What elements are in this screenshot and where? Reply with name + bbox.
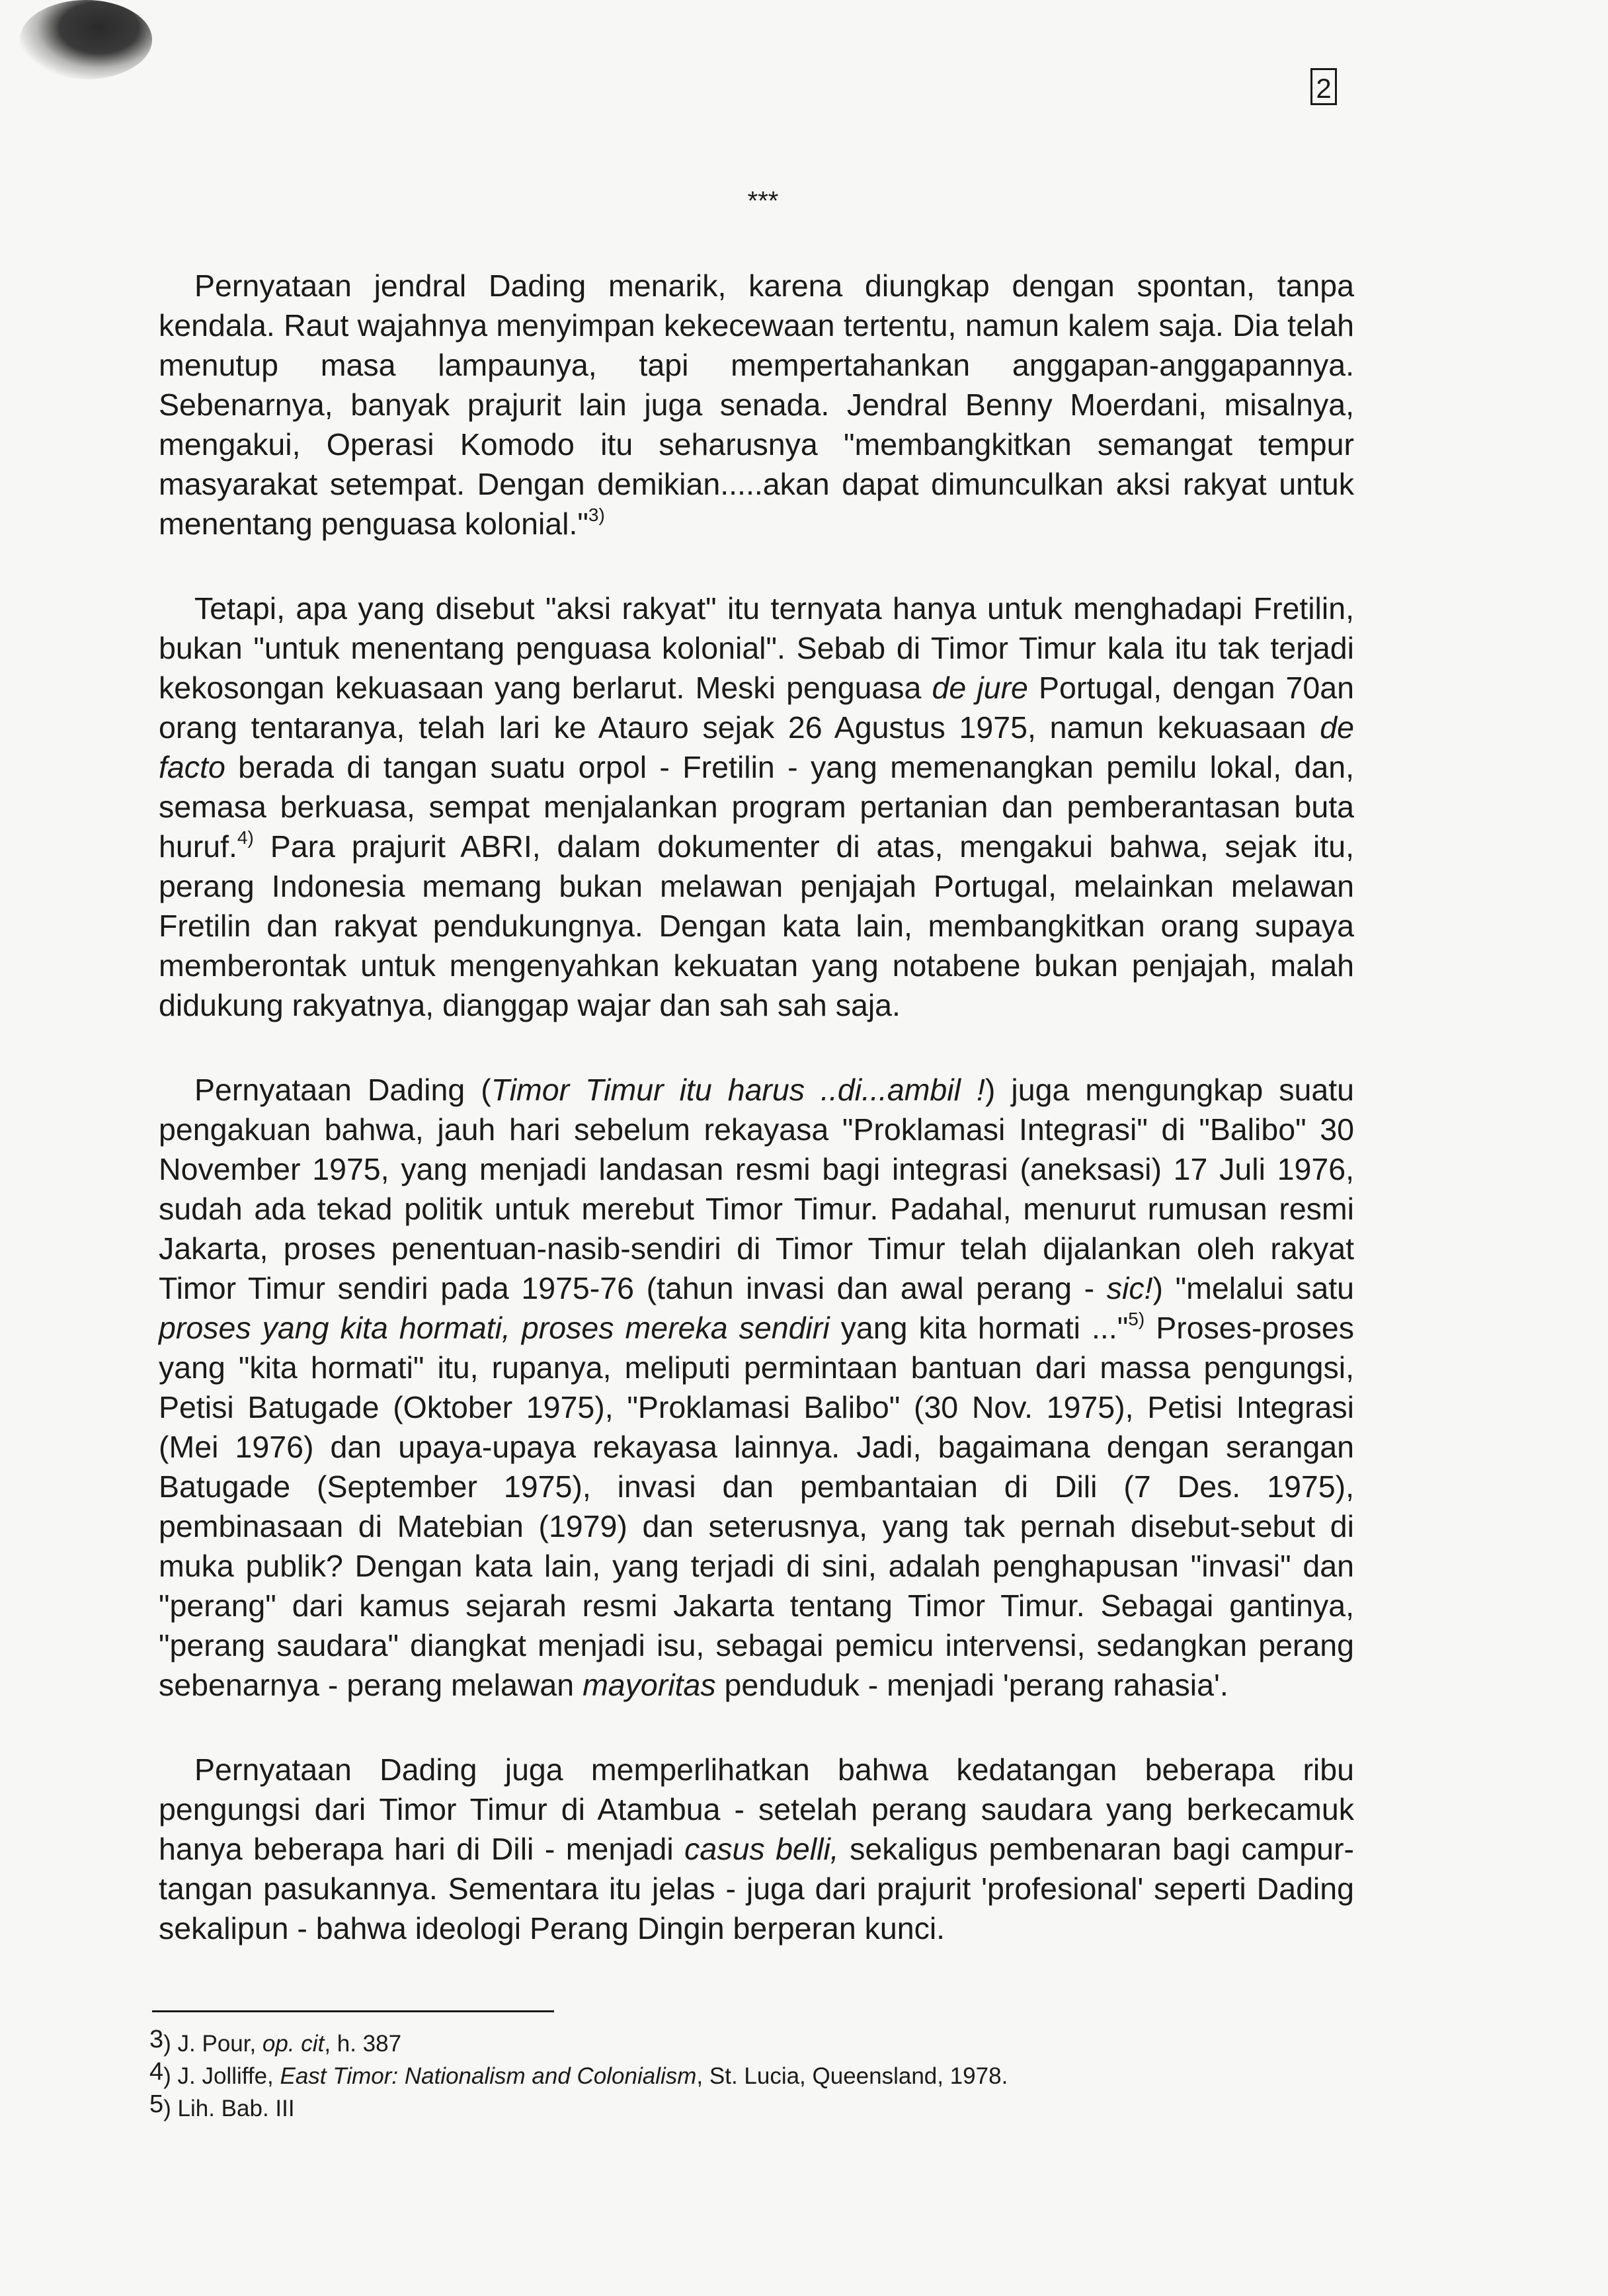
italic-text: mayoritas (583, 1668, 716, 1702)
text-segment: Proses-proses yang "kita hormati" itu, rupanya, meliputi permintaan bantuan dari massa pengungsi, Petisi Batugade (Oktober 1975), "Proklamasi Balibo" (30 Nov. 1975), Petisi Integrasi (Mei 1976) dan upaya-upaya rekayasa lainnya. Jadi, bagaimana dengan serangan Batugade (September 1975), invasi dan pembantaian di Dili (7 Des. 1975), pembinasaan di Matebian (1979) dan seterusnya, yang tak pernah disebut-sebut di muka publik? Dengan kata lain, yang terjadi di sini, adalah penghapusan "invasi" dan "perang" dari kamus sejarah resmi Jakarta tentang Timor Timur. Sebagai gantinya, "perang saudara" diangkat menjadi isu, sebagai pemicu intervensi, sedangkan perang sebenarnya - perang melawan (159, 1311, 1354, 1702)
section-separator: *** (747, 186, 779, 216)
footnote-number: 4 (149, 2058, 164, 2086)
italic-text: proses yang kita hormati, proses mereka sendiri (159, 1311, 830, 1345)
text-segment: Portugal, dengan 70an orang tentaranya, telah lari ke Atauro sejak 26 Agustus 1975, namun kekuasaan (159, 671, 1354, 745)
text-segment: , h. 387 (324, 2031, 402, 2057)
italic-text: Timor Timur itu harus ..di...ambil ! (491, 1073, 985, 1107)
text-segment: Para prajurit ABRI, dalam dokumenter di atas, mengakui bahwa, sejak itu, perang Indonesia memang bukan melawan penjajah Portugal, melainkan melawan Fretilin dan rakyat pendukungnya. Dengan kata lain, membangkitkan orang supaya memberontak untuk mengenyahkan kekuatan yang notabene bukan penjajah, malah didukung rakyatnya, dianggap wajar dan sah sah saja. (159, 829, 1354, 1022)
italic-text: de facto (159, 710, 1354, 784)
italic-text: op. cit (262, 2031, 325, 2057)
paragraph-1 (159, 266, 1354, 544)
text-segment: penduduk - menjadi 'perang rahasia'. (715, 1668, 1228, 1702)
text-segment: Pernyataan Dading ( (194, 1073, 491, 1107)
text-segment: Tetapi, apa yang disebut "aksi rakyat" itu ternyata hanya untuk menghadapi Fretilin, bukan "untuk menentang penguasa kolonial". Sebab di Timor Timur kala itu tak terjadi kekosongan kekuasaan yang berlarut. Meski penguasa (159, 591, 1354, 705)
footnote-divider (152, 2010, 554, 2012)
footnote-3 (149, 2090, 1353, 2123)
text-segment: berada di tangan suatu orpol - Fretilin - yang memenangkan pemilu lokal, dan, semasa berkuasa, sempat menjalankan program pertanian dan pemberantasan buta huruf. (159, 750, 1354, 864)
text-segment: , St. Lucia, Queensland, 1978. (696, 2063, 1008, 2089)
footnote-reference: 4) (237, 827, 254, 848)
text-segment: ) "melalui satu (1152, 1271, 1354, 1305)
footnote-number: 5 (149, 2090, 164, 2118)
text-segment: ) J. Pour, (163, 2031, 262, 2057)
paragraph-2 (159, 589, 1354, 1025)
footnote-2 (149, 2058, 1353, 2090)
italic-text: sic! (1106, 1271, 1153, 1305)
text-segment: Pernyataan jendral Dading menarik, karena diungkap dengan spontan, tanpa kendala. Raut wajahnya menyimpan kekecewaan tertentu, namun kalem saja. Dia telah menutup masa lampaunya, tapi mempertahankan anggapan-anggapannya. Sebenarnya, banyak prajurit lain juga senada. Jendral Benny Moerdani, misalnya, mengakui, Operasi Komodo itu seharusnya "membangkitkan semangat tempur masyarakat setempat. Dengan demikian.....akan dapat dimunculkan aksi rakyat untuk menentang penguasa kolonial." (159, 268, 1354, 541)
footnote-reference: 5) (1128, 1309, 1145, 1329)
italic-text: casus belli, (684, 1832, 839, 1866)
page-number: 2 (1310, 68, 1337, 105)
footnote-number: 3 (149, 2026, 164, 2053)
paragraph-3 (159, 1070, 1354, 1705)
footnote-reference: 3) (588, 505, 605, 525)
paragraph-4 (159, 1750, 1354, 1948)
footnotes (149, 2026, 1353, 2123)
text-segment: yang kita hormati ..." (829, 1311, 1129, 1345)
italic-text: de jure (932, 671, 1028, 705)
text-segment: sekaligus pembenaran bagi campur- tangan pasukannya. Sementara itu jelas - juga dari prajurit 'profesional' seperti Dading sekalipun - bahwa ideologi Perang Dingin berperan kunci. (159, 1832, 1354, 1946)
footnote-1 (149, 2026, 1353, 2058)
text-segment: ) J. Jolliffe, (163, 2063, 280, 2089)
body-text (159, 266, 1354, 1993)
scan-smudge (20, 0, 152, 79)
italic-text: East Timor: Nationalism and Colonialism (280, 2063, 697, 2089)
text-segment: Pernyataan Dading juga memperlihatkan bahwa kedatangan beberapa ribu pengungsi dari Timor Timur di Atambua - setelah perang saudara yang berkecamuk hanya beberapa hari di Dili - menjadi (159, 1752, 1354, 1866)
text-segment: ) Lih. Bab. III (163, 2096, 295, 2121)
text-segment: ) juga mengungkap suatu pengakuan bahwa, jauh hari sebelum rekayasa "Proklamasi Integrasi" di "Balibo" 30 November 1975, yang menjadi landasan resmi bagi integrasi (aneksasi) 17 Juli 1976, sudah ada tekad politik untuk merebut Timor Timur. Padahal, menurut rumusan resmi Jakarta, proses penentuan-nasib-sendiri di Timor Timur telah dijalankan oleh rakyat Timor Timur sendiri pada 1975-76 (tahun invasi dan awal perang - (159, 1073, 1354, 1305)
